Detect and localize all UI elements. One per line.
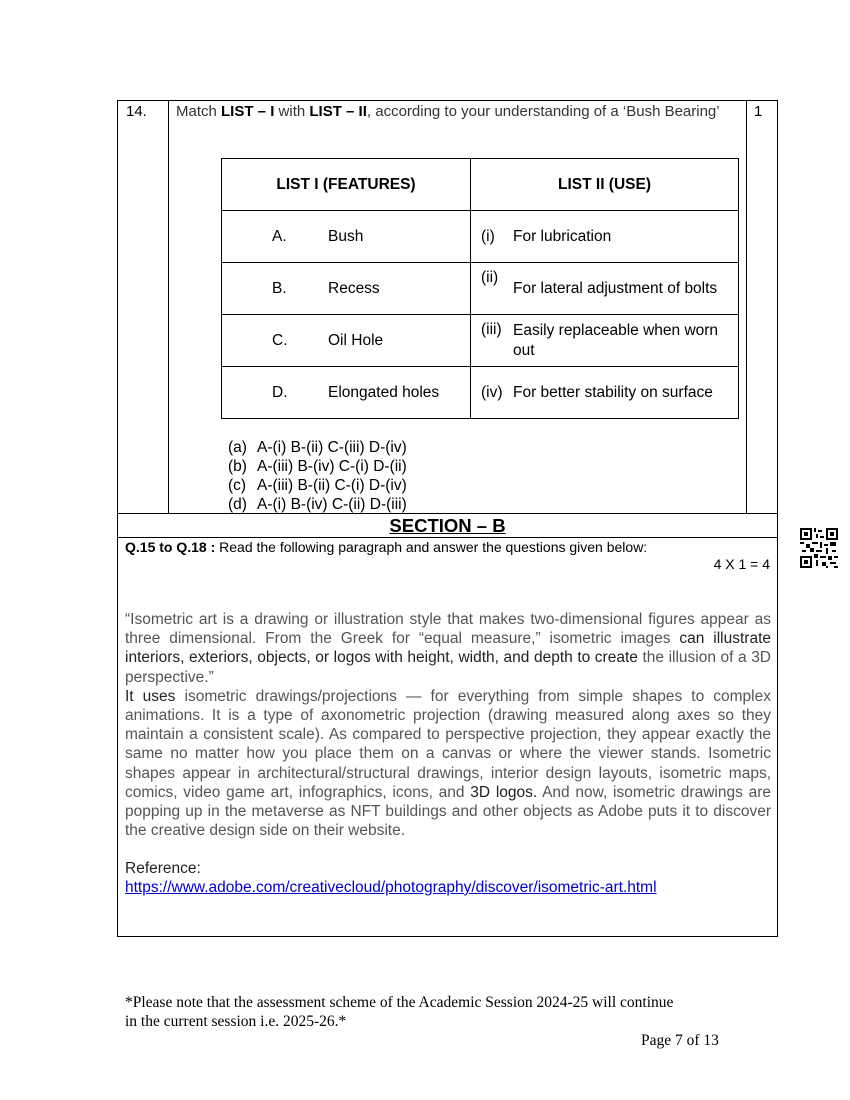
feature-cell: A. Bush xyxy=(222,211,471,263)
list-1-label: LIST – I xyxy=(221,103,275,120)
match-table-header xyxy=(222,159,739,211)
passage xyxy=(125,610,771,840)
use-cell: (i) For lubrication xyxy=(471,211,739,263)
footer-note-line-2: in the current session i.e. 2025-26.* xyxy=(125,1013,347,1030)
question-text: Match LIST – I with LIST – II, according to your understanding of a ‘Bush Bearing’ xyxy=(176,103,720,120)
column-divider xyxy=(746,101,747,513)
reference-link[interactable]: https://www.adobe.com/creativecloud/photography/discover/isometric-art.html xyxy=(125,879,657,896)
feature-cell: B. Recess xyxy=(222,263,471,315)
header-use: LIST II (USE) xyxy=(471,159,739,211)
section-divider xyxy=(118,537,777,538)
table-row xyxy=(222,263,739,315)
reference-label: Reference: xyxy=(125,860,201,877)
page-number: Page 7 of 13 xyxy=(641,1032,719,1049)
option-a: (a) A-(i) B-(ii) C-(iii) D-(iv) xyxy=(228,439,407,456)
section-b-title: SECTION – B xyxy=(389,515,506,536)
table-row xyxy=(222,315,739,367)
table-row xyxy=(222,211,739,263)
option-c: (c) A-(iii) B-(ii) C-(i) D-(iv) xyxy=(228,477,407,494)
use-cell: (iv) For better stability on surface xyxy=(471,367,739,419)
option-d: (d) A-(i) B-(iv) C-(ii) D-(iii) xyxy=(228,496,407,513)
option-b: (b) A-(iii) B-(iv) C-(i) D-(ii) xyxy=(228,458,407,475)
feature-cell: D. Elongated holes xyxy=(222,367,471,419)
qr-code-icon xyxy=(800,528,838,568)
footer-note-line-1: *Please note that the assessment scheme of the Academic Session 2024-25 will continue xyxy=(125,994,674,1011)
feature-cell: C. Oil Hole xyxy=(222,315,471,367)
question-marks: 1 xyxy=(754,103,763,120)
passage-paragraph-1: “Isometric art is a drawing or illustration style that makes two-dimensional figures appear as three dimensional. From the Greek for “equal measure,” isometric images can illustrate interiors, exteriors, objects, or logos with height, width, and depth to create the illusion of a 3D perspective.” xyxy=(125,611,772,686)
passage-paragraph-2: It uses isometric drawings/projections — for everything from simple shapes to complex animations. It is a type of axonometric projection (drawing measured along axes so they maintain a consistent scale). As compared to perspective projection, they appear exactly the same no matter how you place them on a canvas or where the viewer stands. Isometric shapes appear in architectural/structural drawings, interior design layouts, isometric maps, comics, video game art, infographics, icons, and 3D logos. And now, isometric drawings are popping up in the metaverse as NFT buildings and other objects as Adobe puts it to discover the creative design side on their website. xyxy=(125,687,771,840)
use-cell: (iii) Easily replaceable when worn out xyxy=(471,315,739,367)
column-divider xyxy=(168,101,169,513)
list-2-label: LIST – II xyxy=(309,103,367,120)
section-b-instructions: Q.15 to Q.18 : Read the following paragraph and answer the questions given below: xyxy=(125,539,648,555)
table-row xyxy=(222,367,739,419)
match-table xyxy=(221,158,739,419)
header-features: LIST I (FEATURES) xyxy=(222,159,471,211)
section-b-marks: 4 X 1 = 4 xyxy=(713,556,770,572)
question-number: 14. xyxy=(126,103,147,120)
use-cell: (ii) For lateral adjustment of bolts xyxy=(471,263,739,315)
